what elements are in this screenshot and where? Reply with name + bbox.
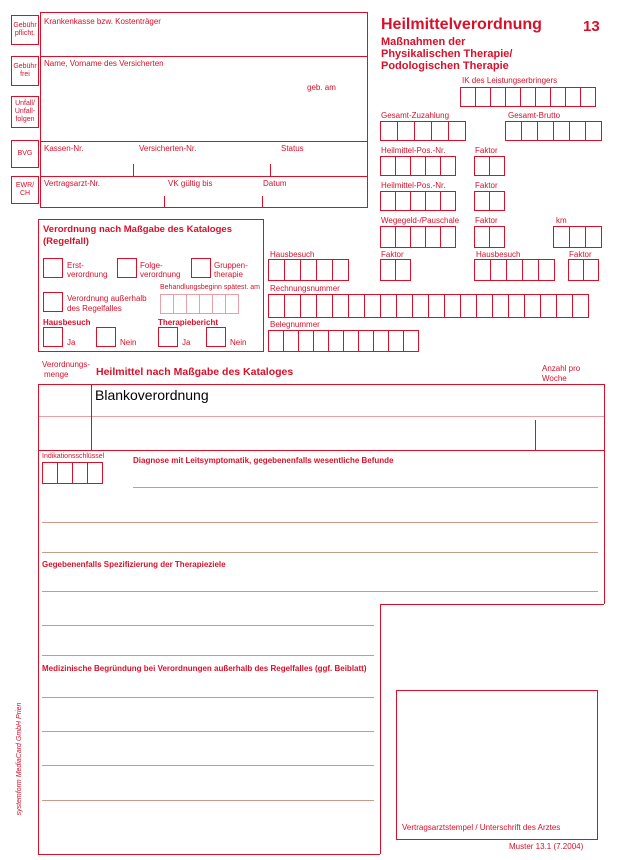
vendor-label: systemform MediaCard GmbH Prien xyxy=(16,702,23,816)
erst-label-1: Erst- xyxy=(67,261,84,270)
faktor2-label: Faktor xyxy=(475,181,498,190)
hausbesuch-sub-label: Hausbesuch xyxy=(43,318,91,327)
name-label: Name, Vorname des Versicherten xyxy=(44,59,164,68)
ausserhalb-label-1: Verordnung außerhalb xyxy=(67,294,147,303)
gebuehr-pflicht-label: Gebühr pflicht. xyxy=(13,22,37,37)
folge-label-1: Folge- xyxy=(140,261,163,270)
pos2-cells[interactable] xyxy=(380,191,456,211)
faktor2-cells[interactable] xyxy=(474,191,505,211)
vk-label: VK gültig bis xyxy=(168,179,213,188)
rechnungsnummer-cells[interactable] xyxy=(268,294,589,318)
gebuehr-frei-label: Gebühr frei xyxy=(13,63,37,78)
arzt-nr-label: Vertragsarzt-Nr. xyxy=(44,179,101,188)
wegegeld-label: Wegegeld-/Pauschale xyxy=(381,216,460,225)
wegegeld-cells[interactable] xyxy=(380,226,456,248)
katalog-title-2: (Regelfall) xyxy=(43,236,89,247)
folge-label-2: verordnung xyxy=(140,270,181,279)
indikation-cells[interactable] xyxy=(42,462,103,484)
km-cells[interactable] xyxy=(553,226,602,248)
verordnungsmenge-label-2: menge xyxy=(44,370,69,379)
form-number: 13 xyxy=(583,18,600,35)
ausserhalb-label-2: des Regelfalles xyxy=(67,304,122,313)
model-label: Muster 13.1 (7.2004) xyxy=(509,842,584,851)
faktor5-cells[interactable] xyxy=(568,259,599,281)
erst-label-2: verordnung xyxy=(67,270,108,279)
hausbesuch-left-label: Hausbesuch xyxy=(270,250,315,259)
geb-label: geb. am xyxy=(307,83,336,92)
ewr-label: EWR/ CH xyxy=(15,182,35,197)
hausbesuch-nein-checkbox[interactable] xyxy=(96,327,116,347)
ewr-box[interactable] xyxy=(11,176,39,204)
therapiebericht-label: Therapiebericht xyxy=(158,318,219,327)
heilmittel-title: Heilmittel nach Maßgabe des Kataloges xyxy=(96,366,294,378)
form-subtitle-3: Podologischen Therapie xyxy=(381,60,509,72)
hausbesuch-nein-label: Nein xyxy=(120,338,137,347)
unfall-label: Unfall/ Unfall- folgen xyxy=(14,100,36,123)
ik-cells[interactable] xyxy=(460,87,596,107)
rechnungsnummer-label: Rechnungsnummer xyxy=(270,284,340,293)
kassen-nr-label: Kassen-Nr. xyxy=(44,144,84,153)
belegnummer-cells[interactable] xyxy=(268,330,419,352)
gebuehr-pflicht-box[interactable] xyxy=(11,15,39,45)
faktor4-cells[interactable] xyxy=(380,259,411,281)
pos1-cells[interactable] xyxy=(380,156,456,176)
therapiebericht-ja-checkbox[interactable] xyxy=(158,327,178,347)
status-label: Status xyxy=(281,144,304,153)
anzahl-label-2: Woche xyxy=(542,374,567,383)
stempel-label: Vertragsarztstempel / Unterschrift des Arztes xyxy=(402,823,561,832)
kasse-label: Krankenkasse bzw. Kostenträger xyxy=(44,17,161,26)
heilmittel-entry[interactable]: Blankoverordnung xyxy=(95,387,209,403)
brutto-cells[interactable] xyxy=(505,121,602,141)
hausbesuch-left-cells[interactable] xyxy=(268,259,349,281)
faktor5-label: Faktor xyxy=(569,250,592,259)
faktor1-cells[interactable] xyxy=(474,156,505,176)
gruppe-label-1: Gruppen- xyxy=(214,261,248,270)
pos1-label: Heilmittel-Pos.-Nr. xyxy=(381,146,446,155)
versicherten-nr-label: Versicherten-Nr. xyxy=(139,144,197,153)
bvg-label: BVG xyxy=(17,150,33,157)
form-subtitle-1: Maßnahmen der xyxy=(381,36,466,48)
hausbesuch-ja-label: Ja xyxy=(67,338,76,347)
km-label: km xyxy=(556,216,567,225)
therapiebericht-nein-label: Nein xyxy=(230,338,247,347)
anzahl-label-1: Anzahl pro xyxy=(542,364,581,373)
pos2-label: Heilmittel-Pos.-Nr. xyxy=(381,181,446,190)
unfall-box[interactable] xyxy=(11,96,39,128)
gebuehr-frei-box[interactable] xyxy=(11,56,39,86)
bvg-box[interactable] xyxy=(11,140,39,168)
hausbesuch-ja-checkbox[interactable] xyxy=(43,327,63,347)
belegnummer-label: Belegnummer xyxy=(270,320,320,329)
gruppe-label-2: therapie xyxy=(214,270,243,279)
stempel-box[interactable] xyxy=(396,690,598,840)
hausbesuch-right-cells[interactable] xyxy=(474,259,555,281)
therapieziele-label: Gegebenenfalls Spezifizierung der Therapieziele xyxy=(42,560,226,569)
zuzahlung-cells[interactable] xyxy=(380,121,466,141)
faktor3-cells[interactable] xyxy=(474,226,505,248)
datum-label: Datum xyxy=(263,179,287,188)
faktor4-label: Faktor xyxy=(381,250,404,259)
form-subtitle-2: Physikalischen Therapie/ xyxy=(381,48,513,60)
verordnungsmenge-label-1: Verordnungs- xyxy=(42,360,91,369)
therapiebericht-ja-label: Ja xyxy=(182,338,191,347)
erstverordnung-checkbox[interactable] xyxy=(43,258,63,278)
behandlungsbeginn-label: Behandlungsbeginn spätest. am xyxy=(160,284,261,291)
faktor3-label: Faktor xyxy=(475,216,498,225)
form-title: Heilmittelverordnung xyxy=(381,16,542,33)
behandlungsbeginn-cells[interactable] xyxy=(160,294,239,314)
indikation-label: Indikationsschlüssel xyxy=(42,453,105,460)
gruppentherapie-checkbox[interactable] xyxy=(191,258,211,278)
brutto-label: Gesamt-Brutto xyxy=(508,111,561,120)
katalog-title-1: Verordnung nach Maßgabe des Kataloges xyxy=(43,224,232,235)
ik-label: IK des Leistungserbringers xyxy=(462,76,558,85)
faktor1-label: Faktor xyxy=(475,146,498,155)
hausbesuch-right-label: Hausbesuch xyxy=(476,250,521,259)
folgeverordnung-checkbox[interactable] xyxy=(117,258,137,278)
zuzahlung-label: Gesamt-Zuzahlung xyxy=(381,111,450,120)
ausserhalb-checkbox[interactable] xyxy=(43,292,63,312)
begruendung-label: Medizinische Begründung bei Verordnungen außerhalb des Regelfalles (ggf. Beiblatt) xyxy=(42,664,367,673)
diagnose-label: Diagnose mit Leitsymptomatik, gegebenenfalls wesentliche Befunde xyxy=(133,456,394,465)
therapiebericht-nein-checkbox[interactable] xyxy=(206,327,226,347)
